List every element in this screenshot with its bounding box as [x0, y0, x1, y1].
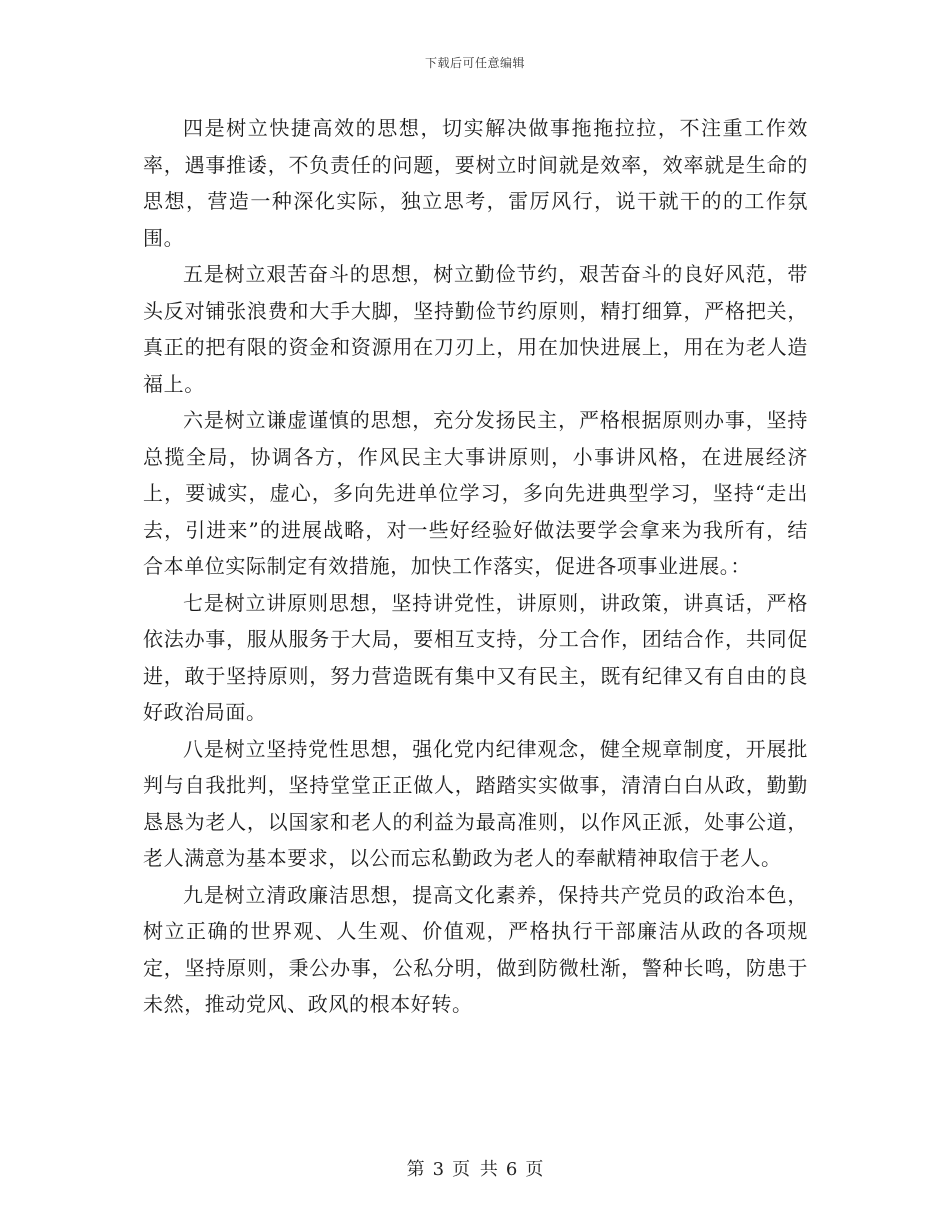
page-header: 下载后可任意编辑 — [424, 56, 525, 70]
page-footer — [0, 1155, 950, 1181]
paragraph-9: 九是树立清政廉洁思想，提高文化素养，保持共产党员的政治本色，树立正确的世界观、人生观、价值观，严格执行干部廉洁从政的各项规定，坚持原则，秉公办事，公私分明，做到防微杜渐，警种长鸣，防患于未然，推动党风、政风的根本好转。 — [143, 882, 808, 1016]
paragraph-6: 六是树立谦虚谨慎的思想，充分发扬民主，严格根据原则办事，坚持总揽全局，协调各方，作风民主大事讲原则，小事讲风格，在进展经济上，要诚实，虚心，多向先进单位学习，多向先进典型学习，坚持“走出去，引进来”的进展战略，对一些好经验好做法要学会拿来为我所有，结合本单位实际制定有效措施，加快工作落实，促进各项事业进展。： — [143, 408, 808, 578]
footer-middle: 页 共 — [452, 1159, 498, 1180]
footer-prefix: 第 — [406, 1159, 425, 1180]
paragraph-4: 四是树立快捷高效的思想，切实解决做事拖拖拉拉，不注重工作效率，遇事推诿，不负责任的问题，要树立时间就是效率，效率就是生命的思想，营造一种深化实际，独立思考，雷厉风行，说干就干的的工作氛围。 — [143, 116, 808, 250]
current-page-number: 3 — [432, 1159, 445, 1180]
document-body — [143, 110, 808, 1023]
paragraph-8: 八是树立坚持党性思想，强化党内纪律观念，健全规章制度，开展批判与自我批判，坚持堂堂正正做人，踏踏实实做事，清清白白从政，勤勤恳恳为老人，以国家和老人的利益为最高准则，以作风正派，处事公道，老人满意为基本要求，以公而忘私勤政为老人的奉献精神取信于老人。 — [143, 736, 808, 870]
footer-suffix: 页 — [525, 1159, 544, 1180]
paragraph-5: 五是树立艰苦奋斗的思想，树立勤俭节约，艰苦奋斗的良好风范，带头反对铺张浪费和大手大脚，坚持勤俭节约原则，精打细算，严格把关，真正的把有限的资金和资源用在刀刃上，用在加快进展上，用在为老人造福上。 — [143, 262, 808, 396]
total-page-count: 6 — [505, 1159, 518, 1180]
paragraph-7: 七是树立讲原则思想，坚持讲党性，讲原则，讲政策，讲真话，严格依法办事，服从服务于大局，要相互支持，分工合作，团结合作，共同促进，敢于坚持原则，努力营造既有集中又有民主，既有纪律又有自由的良好政治局面。 — [143, 590, 808, 724]
